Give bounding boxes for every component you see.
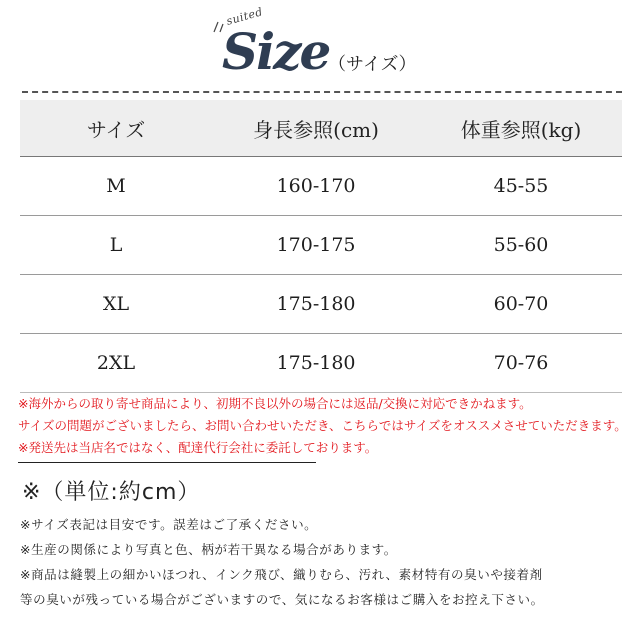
- table-cell-height: 175-180: [212, 275, 420, 334]
- size-table: [20, 100, 622, 393]
- notice-line: サイズの問題がございましたら、お問い合わせいただき、こちらではサイズをオススメさせていただきます。: [18, 418, 627, 433]
- notice-line: ※海外からの取り寄せ商品により、初期不良以外の場合には返品/交換に対応できかねます。: [18, 396, 532, 411]
- note-line: ※生産の関係により写真と色、柄が若干異なる場合があります。: [20, 542, 397, 557]
- size-header: [0, 0, 640, 90]
- table-row: [20, 334, 622, 393]
- table-cell-weight: 70-76: [420, 334, 622, 393]
- note-line: ※サイズ表記は目安です。誤差はご了承ください。: [20, 517, 318, 532]
- notice-line: ※発送先は当店名ではなく、配達代行会社に委託しております。: [18, 440, 378, 455]
- table-row: [20, 157, 622, 216]
- table-cell-height: 175-180: [212, 334, 420, 393]
- table-cell-weight: 55-60: [420, 216, 622, 275]
- table-cell-size: XL: [20, 275, 212, 334]
- warning-notices: [18, 393, 628, 459]
- header-title: Size: [222, 22, 330, 81]
- table-cell-height: 160-170: [212, 157, 420, 216]
- note-line: ※商品は縫製上の細かいほつれ、インク飛び、織りむら、汚れ、素材特有の臭いや接着剤: [20, 567, 543, 582]
- disclaimer-notes: [20, 512, 632, 612]
- dashed-divider: [22, 91, 622, 93]
- table-cell-height: 170-175: [212, 216, 420, 275]
- table-header-row: [20, 100, 622, 157]
- table-row: [20, 275, 622, 334]
- column-header: 身長参照(cm): [212, 100, 420, 157]
- table-cell-weight: 45-55: [420, 157, 622, 216]
- table-cell-size: 2XL: [20, 334, 212, 393]
- note-line: 等の臭いが残っている場合がございますので、気になるお客様はご購入をお控え下さい。: [20, 592, 544, 607]
- header-subtitle: （サイズ）: [328, 54, 417, 75]
- table-cell-size: M: [20, 157, 212, 216]
- section-divider: [18, 462, 316, 463]
- table-cell-weight: 60-70: [420, 275, 622, 334]
- table-cell-size: L: [20, 216, 212, 275]
- table-row: [20, 216, 622, 275]
- header-tagline: suited: [224, 5, 265, 28]
- unit-note: ※（単位:約cm）: [22, 480, 201, 505]
- column-header: 体重参照(kg): [420, 100, 622, 157]
- column-header: サイズ: [20, 100, 212, 157]
